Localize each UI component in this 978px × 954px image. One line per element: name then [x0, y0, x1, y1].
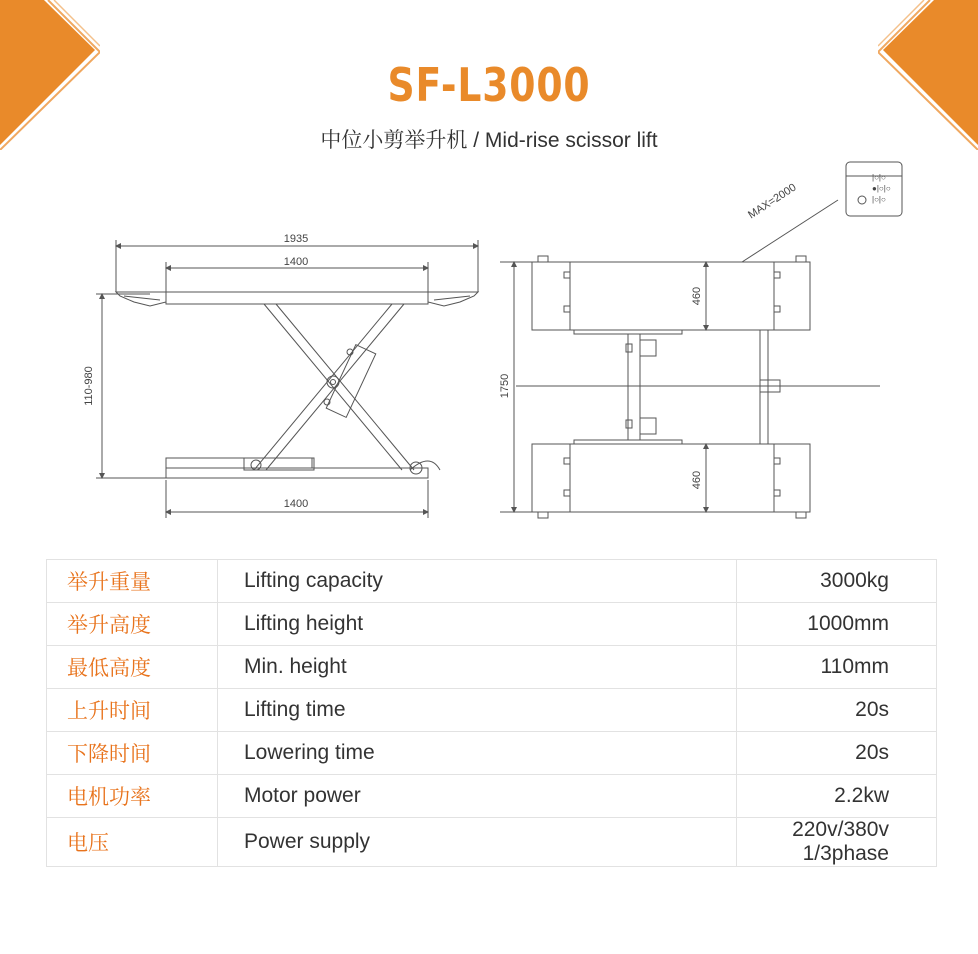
- spec-value: 220v/380v 1/3phase: [737, 818, 937, 867]
- side-view-lift: [116, 292, 478, 478]
- dim-total-width: 1935: [283, 233, 309, 245]
- spec-label-cn: 举升高度: [47, 603, 218, 646]
- subtitle-en: Mid-rise scissor lift: [484, 129, 658, 152]
- spec-value: 1000mm: [737, 603, 937, 646]
- side-view-dimensions: [96, 240, 478, 518]
- model-title: SF-L3000: [387, 58, 591, 112]
- table-row: [47, 689, 937, 732]
- spec-label-en: Lifting height: [218, 603, 737, 646]
- specs-table: [46, 559, 937, 867]
- spec-value: 110mm: [737, 646, 937, 689]
- dim-base: 1400: [283, 498, 309, 510]
- table-row: [47, 560, 937, 603]
- spec-value: 20s: [737, 689, 937, 732]
- subtitle-cn: 中位小剪举升机: [320, 129, 468, 152]
- table-row: [47, 646, 937, 689]
- spec-label-cn: 电机功率: [47, 775, 218, 818]
- svg-text:|○|○: |○|○: [872, 173, 886, 182]
- spec-label-en: Power supply: [218, 818, 737, 867]
- svg-text:|○|○: |○|○: [872, 195, 886, 204]
- spec-value: 2.2kw: [737, 775, 937, 818]
- table-row: [47, 818, 937, 867]
- table-row: [47, 775, 937, 818]
- subtitle-separator: /: [467, 129, 485, 152]
- dim-platform: 1400: [283, 256, 309, 268]
- top-view-lift: [532, 162, 902, 518]
- dim-cable: MAX=2000: [746, 181, 799, 222]
- spec-value: 3000kg: [737, 560, 937, 603]
- spec-label-en: Lifting time: [218, 689, 737, 732]
- dim-pad-bottom: 460: [691, 470, 703, 490]
- dim-pad-top: 460: [691, 286, 703, 306]
- dim-height: 110-980: [83, 366, 95, 406]
- spec-label-cn: 举升重量: [47, 560, 218, 603]
- spec-label-en: Lowering time: [218, 732, 737, 775]
- spec-label-cn: 上升时间: [47, 689, 218, 732]
- spec-label-cn: 下降时间: [47, 732, 218, 775]
- svg-text:●|○|○: ●|○|○: [872, 184, 891, 193]
- spec-value: 20s: [737, 732, 937, 775]
- spec-label-en: Min. height: [218, 646, 737, 689]
- table-row: [47, 603, 937, 646]
- spec-label-cn: 最低高度: [47, 646, 218, 689]
- spec-label-en: Lifting capacity: [218, 560, 737, 603]
- table-row: [47, 732, 937, 775]
- spec-label-en: Motor power: [218, 775, 737, 818]
- top-view-dimensions: [500, 262, 880, 512]
- technical-drawing: [0, 150, 978, 550]
- spec-label-cn: 电压: [47, 818, 218, 867]
- dim-length: 1750: [499, 373, 511, 399]
